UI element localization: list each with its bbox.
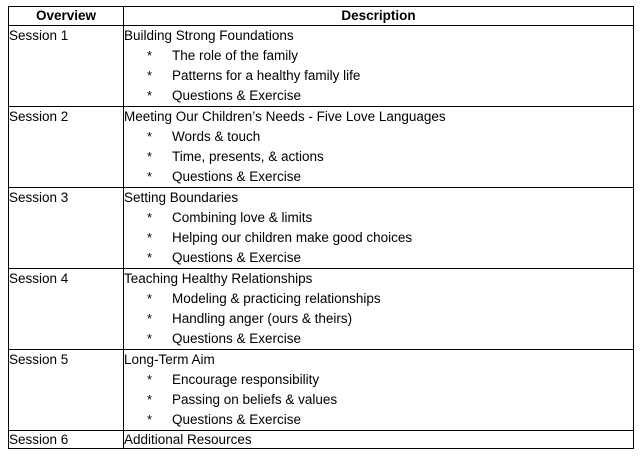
- session-title: Long-Term Aim: [124, 352, 215, 367]
- list-item: [124, 329, 633, 349]
- bullet-star-icon: *: [147, 311, 153, 326]
- description-cell: [124, 431, 634, 449]
- list-item: [124, 370, 633, 390]
- session-label: Session 4: [9, 269, 124, 350]
- table-row: [9, 107, 634, 188]
- topic-text: The role of the family: [172, 48, 299, 63]
- list-item: [124, 309, 633, 329]
- description-cell: [124, 26, 634, 107]
- topic-list: [124, 127, 633, 187]
- table-row: [9, 26, 634, 107]
- bullet-star-icon: *: [147, 149, 153, 164]
- session-label: Session 1: [9, 26, 124, 107]
- topic-text: Passing on beliefs & values: [172, 392, 338, 407]
- list-item: [124, 248, 633, 268]
- topic-text: Words & touch: [172, 129, 261, 144]
- topic-text: Modeling & practicing relationships: [172, 291, 381, 306]
- list-item: [124, 86, 633, 106]
- list-item: [124, 46, 633, 66]
- topic-text: Questions & Exercise: [172, 88, 302, 103]
- topic-list: [124, 46, 633, 106]
- session-label: Session 6: [9, 431, 124, 449]
- document-page: [8, 6, 633, 449]
- session-label: Session 3: [9, 188, 124, 269]
- table-row: [9, 269, 634, 350]
- bullet-star-icon: *: [147, 250, 153, 265]
- session-overview-table: [8, 6, 634, 449]
- topic-text: Handling anger (ours & theirs): [172, 311, 353, 326]
- table-row: [9, 350, 634, 431]
- session-label: Session 2: [9, 107, 124, 188]
- topic-list: [124, 289, 633, 349]
- table-row: [9, 188, 634, 269]
- bullet-star-icon: *: [147, 88, 153, 103]
- topic-text: Questions & Exercise: [172, 331, 302, 346]
- session-title: Additional Resources: [124, 432, 252, 447]
- session-title: Building Strong Foundations: [124, 28, 294, 43]
- bullet-star-icon: *: [147, 129, 153, 144]
- list-item: [124, 127, 633, 147]
- description-cell: [124, 350, 634, 431]
- topic-text: Helping our children make good choices: [172, 230, 413, 245]
- topic-text: Questions & Exercise: [172, 250, 302, 265]
- topic-text: Questions & Exercise: [172, 169, 302, 184]
- bullet-star-icon: *: [147, 210, 153, 225]
- list-item: [124, 66, 633, 86]
- bullet-star-icon: *: [147, 392, 153, 407]
- topic-list: [124, 370, 633, 430]
- bullet-star-icon: *: [147, 331, 153, 346]
- session-title: Meeting Our Children’s Needs - Five Love Languages: [124, 109, 446, 124]
- bullet-star-icon: *: [147, 169, 153, 184]
- session-label: Session 5: [9, 350, 124, 431]
- table-header-row: [9, 7, 634, 26]
- list-item: [124, 289, 633, 309]
- session-title: Teaching Healthy Relationships: [124, 271, 313, 286]
- list-item: [124, 208, 633, 228]
- list-item: [124, 147, 633, 167]
- topic-text: Time, presents, & actions: [172, 149, 324, 164]
- topic-text: Questions & Exercise: [172, 412, 302, 427]
- bullet-star-icon: *: [147, 412, 153, 427]
- session-title: Setting Boundaries: [124, 190, 239, 205]
- bullet-star-icon: *: [147, 230, 153, 245]
- list-item: [124, 167, 633, 187]
- topic-text: Patterns for a healthy family life: [172, 68, 361, 83]
- bullet-star-icon: *: [147, 48, 153, 63]
- header-description: Description: [124, 7, 634, 26]
- bullet-star-icon: *: [147, 68, 153, 83]
- description-cell: [124, 107, 634, 188]
- description-cell: [124, 269, 634, 350]
- bullet-star-icon: *: [147, 291, 153, 306]
- list-item: [124, 410, 633, 430]
- topic-text: Combining love & limits: [172, 210, 313, 225]
- description-cell: [124, 188, 634, 269]
- list-item: [124, 228, 633, 248]
- table-row: [9, 431, 634, 449]
- header-overview: Overview: [9, 7, 124, 26]
- topic-text: Encourage responsibility: [172, 372, 320, 387]
- bullet-star-icon: *: [147, 372, 153, 387]
- topic-list: [124, 208, 633, 268]
- list-item: [124, 390, 633, 410]
